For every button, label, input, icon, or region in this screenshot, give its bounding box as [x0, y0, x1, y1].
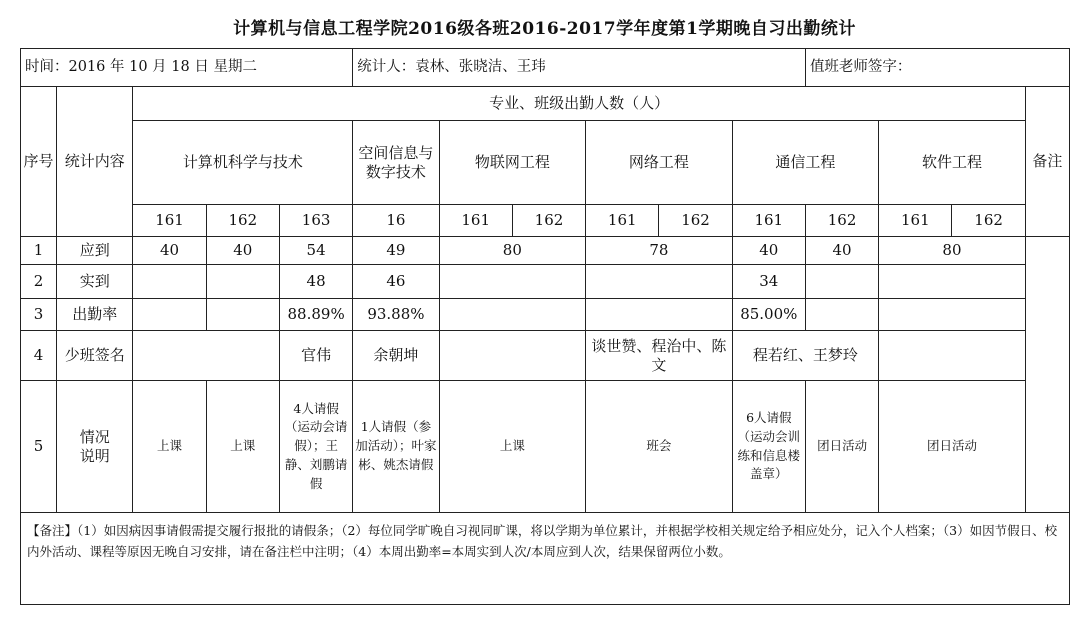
attendance-group-header: 专业、班级出勤人数（人）: [133, 87, 1025, 121]
table-cell: [586, 265, 733, 299]
situation-cell: 6人请假（运动会训练和信息楼盖章）: [732, 381, 805, 513]
class-header: 162: [206, 205, 279, 237]
table-cell: 88.89%: [279, 299, 352, 331]
table-cell: [879, 265, 1026, 299]
situation-cell: 上课: [206, 381, 279, 513]
situation-cell: 1人请假（参加活动）；叶家彬、姚杰请假: [353, 381, 439, 513]
class-header: 16: [353, 205, 439, 237]
recorders-field: 统计人：袁林、张晓洁、王玮: [353, 49, 806, 87]
table-cell: 80: [439, 237, 586, 265]
class-header: 161: [439, 205, 512, 237]
row-number: 3: [21, 299, 57, 331]
table-cell: 54: [279, 237, 352, 265]
class-header: 161: [732, 205, 805, 237]
remarks-cell: [1025, 237, 1069, 513]
signature-cell: 程若红、王梦玲: [732, 331, 879, 381]
major-header: 软件工程: [879, 121, 1026, 205]
page-title: 计算机与信息工程学院2016级各班2016-2017学年度第1学期晚自习出勤统计: [233, 19, 856, 39]
content-header: 统计内容: [57, 87, 133, 237]
date-field: 时间：2016 年 10 月 18 日 星期二: [21, 49, 353, 87]
row-label: 情况说明: [57, 381, 133, 513]
table-cell: 48: [279, 265, 352, 299]
table-cell: [133, 299, 206, 331]
major-header: 通信工程: [732, 121, 879, 205]
table-row: [21, 237, 1070, 265]
table-cell: 40: [206, 237, 279, 265]
row-label: 实到: [57, 265, 133, 299]
row-number: 1: [21, 237, 57, 265]
table-cell: 80: [879, 237, 1026, 265]
table-cell: 93.88%: [353, 299, 439, 331]
header-row-majors: [21, 121, 1070, 205]
class-header: 161: [586, 205, 659, 237]
row-number: 4: [21, 331, 57, 381]
table-cell: 78: [586, 237, 733, 265]
situation-cell: 4人请假（运动会请假）；王静、刘鹏请假: [279, 381, 352, 513]
table-cell: [879, 299, 1026, 331]
situation-cell: 班会: [586, 381, 733, 513]
class-header: 162: [512, 205, 585, 237]
table-cell: [586, 299, 733, 331]
notes-row: [21, 513, 1070, 605]
table-cell: [133, 331, 280, 381]
row-number: 2: [21, 265, 57, 299]
class-header: 161: [879, 205, 952, 237]
row-number: 5: [21, 381, 57, 513]
table-cell: 34: [732, 265, 805, 299]
table-cell: 40: [732, 237, 805, 265]
class-header: 162: [659, 205, 732, 237]
teacher-signature-field: 值班老师签字：: [805, 49, 1069, 87]
table-cell: 46: [353, 265, 439, 299]
table-row: [21, 299, 1070, 331]
seq-header: 序号: [21, 87, 57, 237]
table-row: [21, 265, 1070, 299]
notes-text: 【备注】（1）如因病因事请假需提交履行报批的请假条；（2）每位同学旷晚自习视同旷课，将以学期为单位累计，并根据学校相关规定给予相应处分，记入个人档案；（3）如因节假日、校内外活动、课程等原因无晚自习安排，请在备注栏中注明；（4）本周出勤率=本周实到人次/本周应到人次，结果保留两位小数。: [21, 513, 1070, 605]
table-cell: [206, 265, 279, 299]
major-header: 网络工程: [586, 121, 733, 205]
table-cell: [133, 265, 206, 299]
table-cell: [439, 265, 586, 299]
remarks-header: 备注: [1025, 87, 1069, 237]
row-label: 少班签名: [57, 331, 133, 381]
row-label: 出勤率: [57, 299, 133, 331]
signature-cell: 谈世赞、程治中、陈文: [586, 331, 733, 381]
class-header: 162: [952, 205, 1025, 237]
header-row-classes: [21, 205, 1070, 237]
class-header: 161: [133, 205, 206, 237]
table-cell: [206, 299, 279, 331]
table-row: [21, 331, 1070, 381]
table-cell: [439, 299, 586, 331]
situation-cell: 上课: [133, 381, 206, 513]
table-cell: 40: [133, 237, 206, 265]
table-cell: [805, 299, 878, 331]
situation-cell: 团日活动: [805, 381, 878, 513]
class-header: 163: [279, 205, 352, 237]
table-cell: [805, 265, 878, 299]
header-row-group: [21, 87, 1070, 121]
situation-cell: 团日活动: [879, 381, 1026, 513]
attendance-table: [20, 48, 1070, 605]
table-cell: [879, 331, 1026, 381]
table-cell: 40: [805, 237, 878, 265]
major-header: 物联网工程: [439, 121, 586, 205]
table-cell: 85.00%: [732, 299, 805, 331]
major-header: 空间信息与数字技术: [353, 121, 439, 205]
table-cell: [439, 331, 586, 381]
signature-cell: 官伟: [279, 331, 352, 381]
info-row: [21, 49, 1070, 87]
signature-cell: 余朝坤: [353, 331, 439, 381]
table-row: [21, 381, 1070, 513]
row-label: 应到: [57, 237, 133, 265]
major-header: 计算机科学与技术: [133, 121, 353, 205]
class-header: 162: [805, 205, 878, 237]
situation-cell: 上课: [439, 381, 586, 513]
table-cell: 49: [353, 237, 439, 265]
